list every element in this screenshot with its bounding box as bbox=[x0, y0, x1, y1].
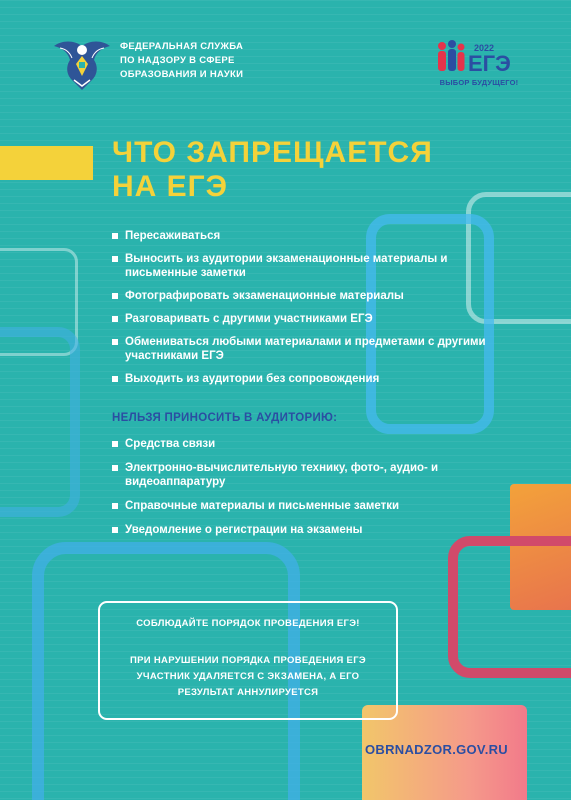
title-accent-bar bbox=[0, 146, 93, 180]
ege-logo-text: ЕГЭ bbox=[468, 51, 511, 76]
list-item: Выносить из аудитории экзаменационные материалы и письменные заметки bbox=[112, 252, 502, 280]
notice-line: УЧАСТНИК УДАЛЯЕТСЯ С ЭКЗАМЕНА, А ЕГО bbox=[136, 671, 360, 682]
deco-frame-red bbox=[448, 536, 571, 678]
notice-box bbox=[98, 601, 398, 720]
title-line: ЧТО ЗАПРЕЩАЕТСЯ bbox=[112, 136, 433, 169]
double-headed-eagle-emblem-icon bbox=[52, 36, 112, 94]
ege-logo-block bbox=[434, 38, 524, 87]
ege-logo-icon bbox=[434, 38, 524, 76]
prohibited-actions-list bbox=[112, 229, 502, 395]
agency-name-line: ПО НАДЗОРУ В СФЕРЕ bbox=[120, 55, 235, 66]
page-title bbox=[112, 136, 433, 204]
ege-logo-year: 2022 bbox=[474, 43, 495, 53]
prohibited-items-list bbox=[112, 437, 502, 547]
agency-name bbox=[120, 40, 243, 82]
slogan: ВЫБОР БУДУЩЕГО! bbox=[439, 78, 519, 87]
deco-frame-blue-left bbox=[0, 327, 80, 517]
agency-name-line: ФЕДЕРАЛЬНАЯ СЛУЖБА bbox=[120, 41, 244, 52]
notice-headline: СОБЛЮДАЙТЕ ПОРЯДОК ПРОВЕДЕНИЯ ЕГЭ! bbox=[136, 618, 360, 629]
list-item: Разговаривать с другими участниками ЕГЭ bbox=[112, 312, 502, 326]
list-item: Фотографировать экзаменационные материалы bbox=[112, 289, 502, 303]
list-item: Выходить из аудитории без сопровождения bbox=[112, 372, 502, 386]
notice-body bbox=[100, 653, 396, 701]
notice-line: РЕЗУЛЬТАТ АННУЛИРУЕТСЯ bbox=[177, 687, 319, 698]
items-heading: НЕЛЬЗЯ ПРИНОСИТЬ В АУДИТОРИЮ: bbox=[112, 412, 338, 424]
list-item: Обмениваться любыми материалами и предметами с другими участниками ЕГЭ bbox=[112, 335, 502, 363]
list-item: Электронно-вычислительную технику, фото-, аудио- и видеоаппаратуру bbox=[112, 461, 502, 489]
agency-name-line: ОБРАЗОВАНИЯ И НАУКИ bbox=[120, 69, 244, 80]
agency-header bbox=[52, 36, 243, 94]
website-link[interactable]: OBRNADZOR.GOV.RU bbox=[365, 742, 508, 757]
list-item: Средства связи bbox=[112, 437, 502, 451]
title-line: НА ЕГЭ bbox=[112, 170, 229, 203]
notice-line: ПРИ НАРУШЕНИИ ПОРЯДКА ПРОВЕДЕНИЯ ЕГЭ bbox=[130, 655, 366, 666]
list-item: Справочные материалы и письменные заметки bbox=[112, 499, 502, 513]
list-item: Уведомление о регистрации на экзамены bbox=[112, 523, 502, 537]
list-item: Пересаживаться bbox=[112, 229, 502, 243]
